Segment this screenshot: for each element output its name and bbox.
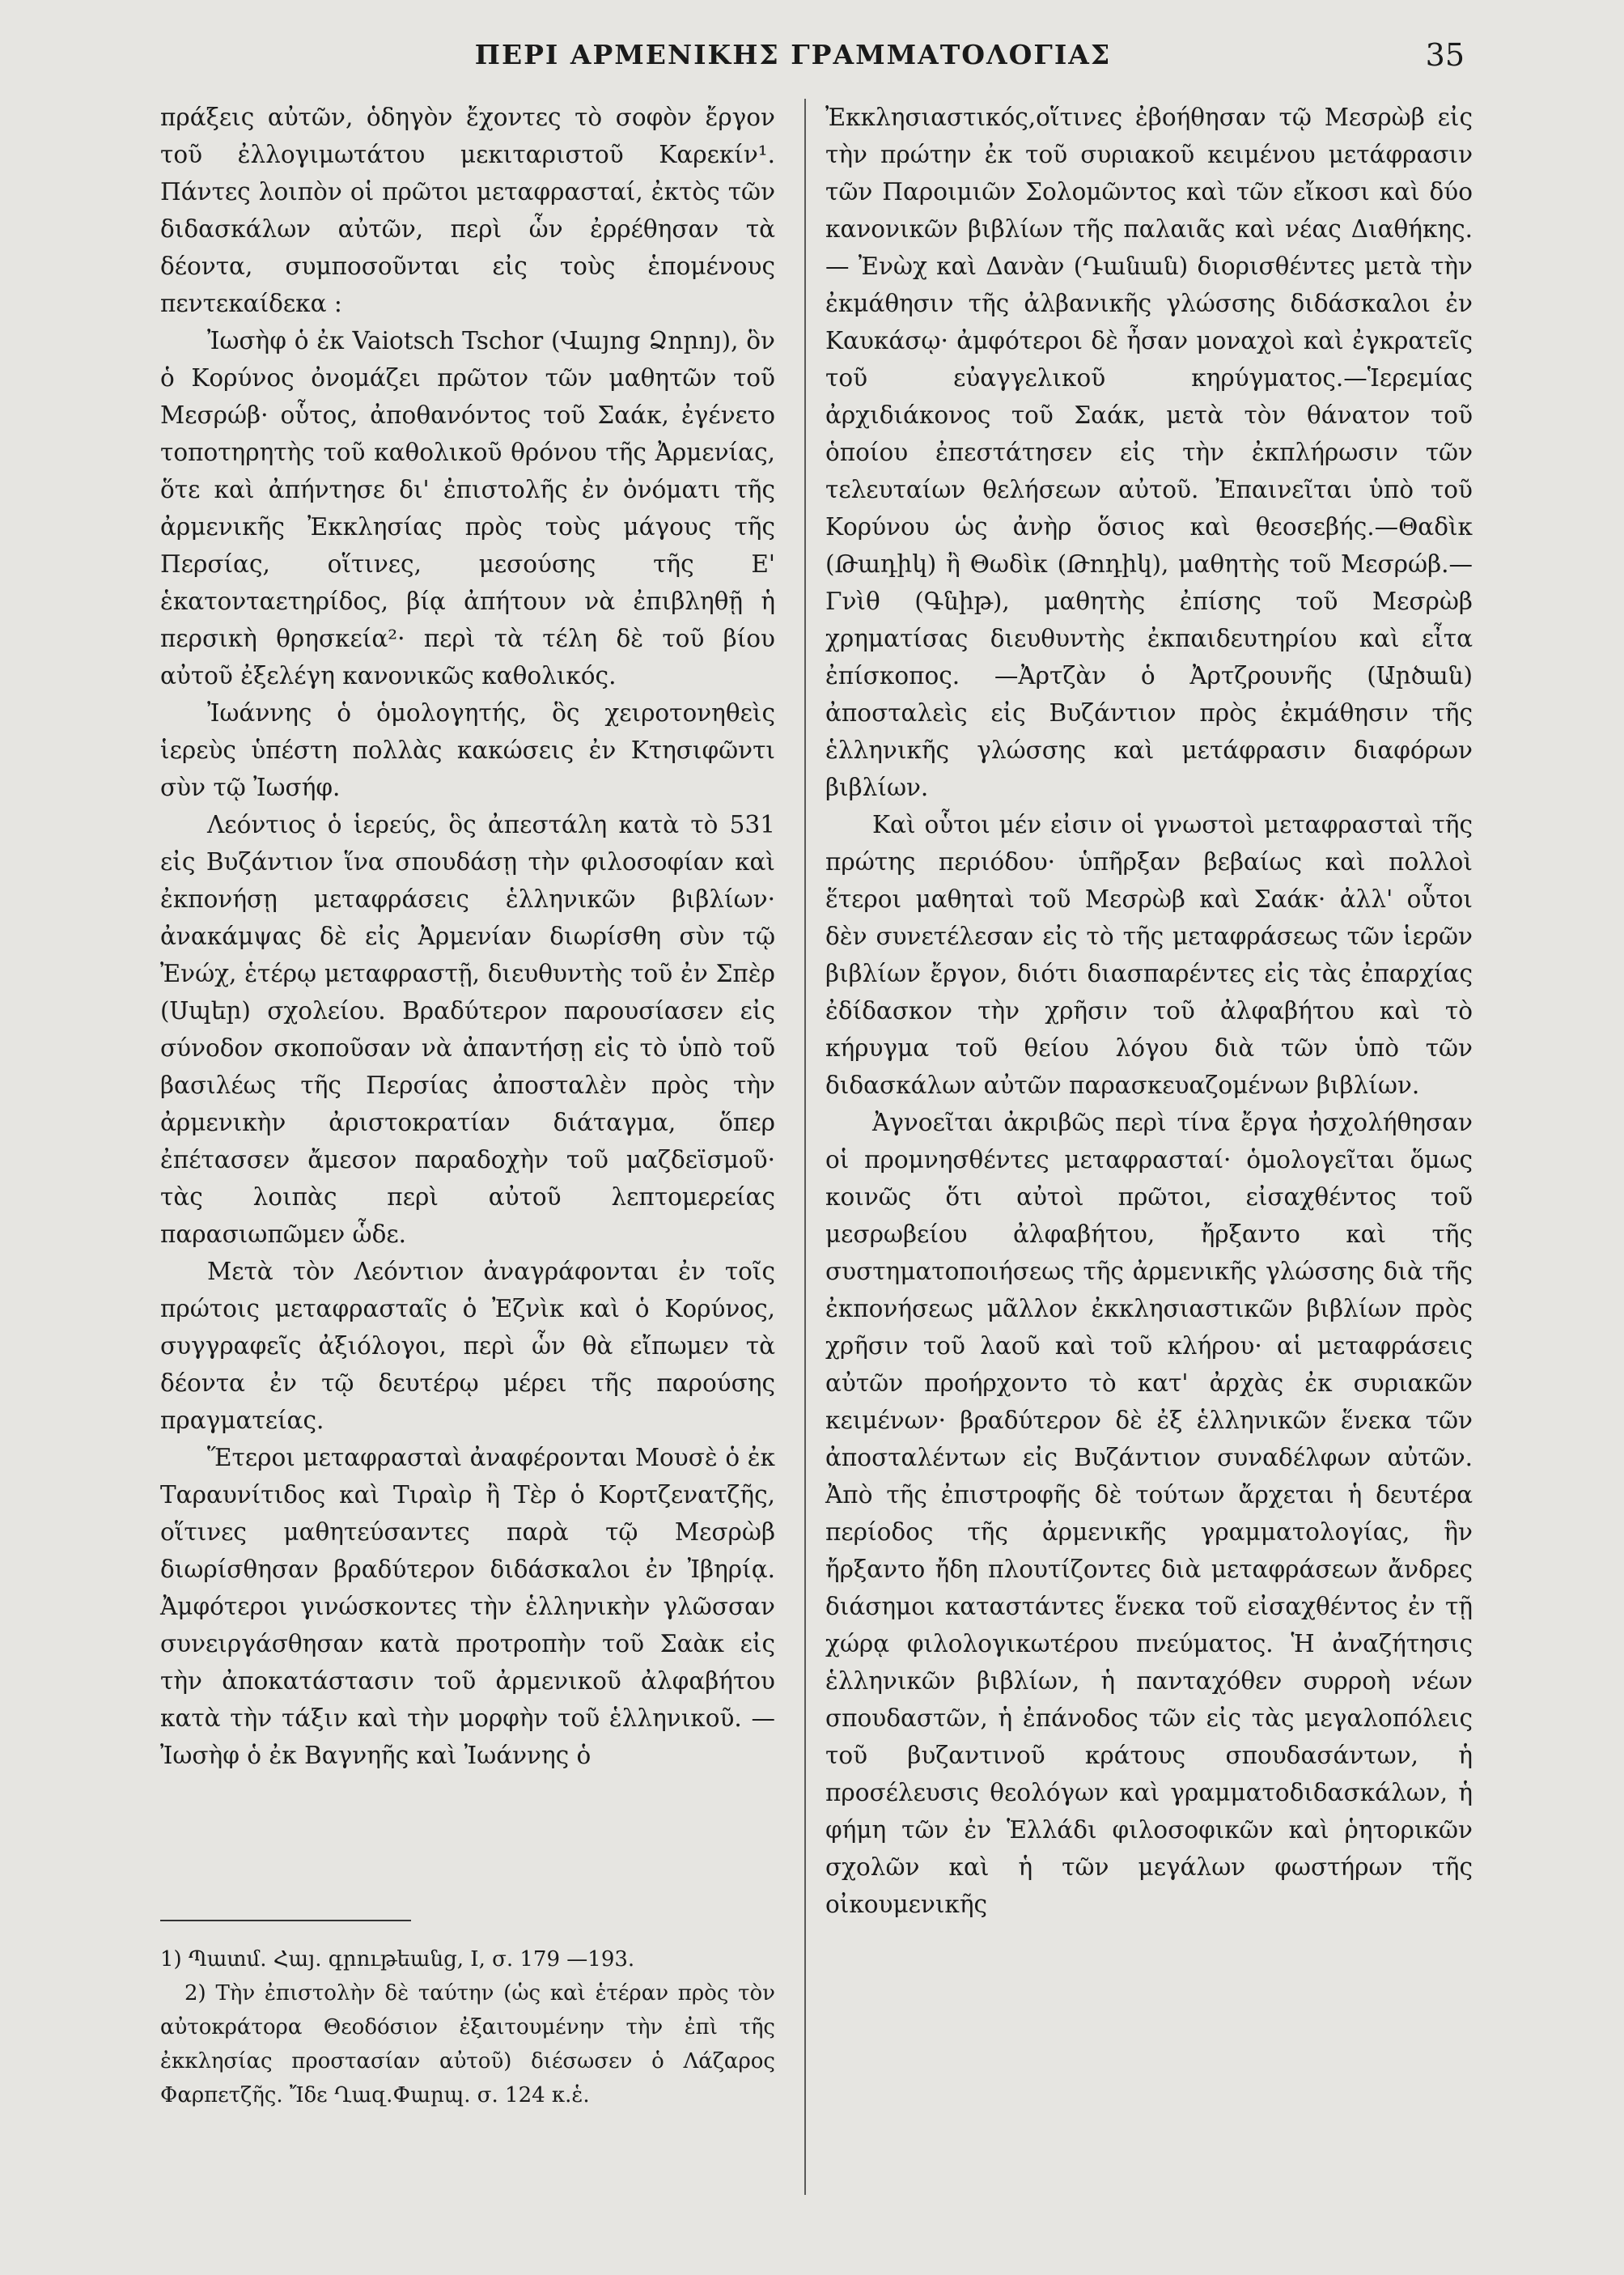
page-number: 35 xyxy=(1425,37,1465,73)
paragraph: Ἕτεροι μεταφρασταὶ ἀναφέρονται Μουσὲ ὁ ἐκ Ταραυνίτιδος καὶ Τιραὶρ ἢ Τὲρ ὁ Κορτζενατζῆς, οἵτινες μαθητεύσαντες παρὰ τῷ Μεσρὼβ διωρίσθησαν βραδύτερον διδάσκαλοι ἐν Ἰβηρίᾳ. Ἀμφότεροι γινώσκοντες τὴν ἑλληνικὴν γλῶσσαν συνειργάσθησαν κατὰ προτροπὴν τοῦ Σαὰκ εἰς τὴν ἀποκατάστασιν τοῦ ἀρμενικοῦ ἀλφαβήτου κατὰ τὴν τάξιν καὶ τὴν μορφὴν τοῦ ἑλληνικοῦ. — Ἰωσὴφ ὁ ἐκ Βαγνηῆς καὶ Ἰωάννης ὁ xyxy=(160,1444,775,1769)
footnote-divider xyxy=(160,1920,411,1921)
right-column xyxy=(825,99,1473,1923)
paragraph: πράξεις αὐτῶν, ὁδηγὸν ἔχοντες τὸ σοφὸν ἔργον τοῦ ἐλλογιμωτάτου μεκιταριστοῦ Καρεκίν¹. Πάντες λοιπὸν οἱ πρῶτοι μεταφρασταί, ἐκτὸς τῶν διδασκάλων αὐτῶν, περὶ ὧν ἐρρέθησαν τὰ δέοντα, συμποσοῦνται εἰς τοὺς ἑπομένους πεντεκαίδεκα : xyxy=(160,104,775,317)
paragraph: Καὶ οὗτοι μέν εἰσιν οἱ γνωστοὶ μεταφρασταὶ τῆς πρώτης περιόδου· ὑπῆρξαν βεβαίως καὶ πολλοὶ ἕτεροι μαθηταὶ τοῦ Μεσρὼβ καὶ Σαάκ· ἀλλ' οὗτοι δὲν συνετέλεσαν εἰς τὸ τῆς μεταφράσεως τῶν ἱερῶν βιβλίων ἔργον, διότι διασπαρέντες εἰς τὰς ἐπαρχίας ἐδίδασκον τὴν χρῆσιν τοῦ ἀλφαβήτου καὶ τὸ κήρυγμα τοῦ θείου λόγου διὰ τῶν ὑπὸ τῶν διδασκάλων αὐτῶν παρασκευαζομένων βιβλίων. xyxy=(825,811,1473,1099)
footnote: 2) Τὴν ἐπιστολὴν δὲ ταύτην (ὡς καὶ ἑτέραν πρὸς τὸν αὐτοκράτορα Θεοδόσιον ἐξαιτουμένην τὴν ἐπὶ τῆς ἐκκλησίας προστασίαν αὐτοῦ) διέσωσεν ὁ Λάζαρος Φαρπετζῆς. Ἴδε Ղազ.Փարպ. σ. 124 κ.ἑ. xyxy=(160,1981,775,2107)
page-header xyxy=(121,39,1465,87)
paragraph: Ἰωάννης ὁ ὁμολογητής, ὃς χειροτονηθεὶς ἱερεὺς ὑπέστη πολλὰς κακώσεις ἐν Κτησιφῶντι σὺν τῷ Ἰωσήφ. xyxy=(160,699,775,801)
paragraph: Ἀγνοεῖται ἀκριβῶς περὶ τίνα ἔργα ἠσχολήθησαν οἱ προμνησθέντες μεταφρασταί· ὁμολογεῖται ὅμως κοινῶς ὅτι αὐτοὶ πρῶτοι, εἰσαχθέντος τοῦ μεσρωβείου ἀλφαβήτου, ἤρξαντο καὶ τῆς συστηματοποιήσεως τῆς ἀρμενικῆς γλώσσης διὰ τῆς ἐκπονήσεως μᾶλλον ἐκκλησιαστικῶν βιβλίων πρὸς χρῆσιν τοῦ λαοῦ καὶ τοῦ κλήρου· αἱ μεταφράσεις αὐτῶν προήρχοντο τὸ κατ' ἀρχὰς ἐκ συριακῶν κειμένων· βραδύτερον δὲ ἐξ ἑλληνικῶν ἕνεκα τῶν ἀποσταλέντων εἰς Βυζάντιον συναδέλφων αὐτῶν. Ἀπὸ τῆς ἐπιστροφῆς δὲ τούτων ἄρχεται ἡ δευτέρα περίοδος τῆς ἀρμενικῆς γραμματολογίας, ἣν ἤρξαντο ἤδη πλουτίζοντες διὰ μεταφράσεων ἄνδρες διάσημοι καταστάντες ἕνεκα τοῦ εἰσαχθέντος ἐν τῇ χώρᾳ φιλολογικωτέρου πνεύματος. Ἡ ἀναζήτησις ἑλληνικῶν βιβλίων, ἡ πανταχόθεν συρροὴ νέων σπουδαστῶν, ἡ ἐπάνοδος τῶν εἰς τὰς μεγαλοπόλεις τοῦ βυζαντινοῦ κράτους σπουδασάντων, ἡ προσέλευσις θεολόγων καὶ γραμματοδιδασκάλων, ἡ φήμη τῶν ἐν Ἑλλάδι φιλοσοφικῶν καὶ ῥητορικῶν σχολῶν καὶ ἡ τῶν μεγάλων φωστήρων τῆς οἰκουμενικῆς xyxy=(825,1109,1473,1918)
paragraph: Λεόντιος ὁ ἱερεύς, ὃς ἀπεστάλη κατὰ τὸ 531 εἰς Βυζάντιον ἵνα σπουδάσῃ τὴν φιλοσοφίαν καὶ ἐκπονήσῃ μεταφράσεις ἑλληνικῶν βιβλίων· ἀνακάμψας δὲ εἰς Ἀρμενίαν διωρίσθη σὺν τῷ Ἐνώχ, ἑτέρῳ μεταφραστῇ, διευθυντὴς τοῦ ἐν Σπὲρ (Սպեր) σχολείου. Βραδύτερον παρουσίασεν εἰς σύνοδον σκοποῦσαν νὰ ἀπαντήσῃ εἰς τὸ ὑπὸ τοῦ βασιλέως τῆς Περσίας ἀποσταλὲν πρὸς τὴν ἀρμενικὴν ἀριστοκρατίαν διάταγμα, ὅπερ ἐπέτασσεν ἄμεσον παραδοχὴν τοῦ μαζδεϊσμοῦ· τὰς λοιπὰς περὶ αὐτοῦ λεπτομερείας παρασιωπῶμεν ὧδε. xyxy=(160,811,775,1248)
column-divider xyxy=(804,99,806,2195)
paragraph: Ἐκκλησιαστικός,οἵτινες ἐβοήθησαν τῷ Μεσρὼβ εἰς τὴν πρώτην ἐκ τοῦ συριακοῦ κειμένου μετάφρασιν τῶν Παροιμιῶν Σολομῶντος καὶ τῶν εἴκοσι καὶ δύο κανονικῶν βιβλίων τῆς παλαιᾶς καὶ νέας Διαθήκης. — Ἐνὼχ καὶ Δανὰν (Դանան) διορισθέντες μετὰ τὴν ἐκμάθησιν τῆς ἀλβανικῆς γλώσσης διδάσκαλοι ἐν Καυκάσῳ· ἀμφότεροι δὲ ἦσαν μοναχοὶ καὶ ἐγκρατεῖς τοῦ εὐαγγελικοῦ κηρύγματος.—Ἱερεμίας ἀρχιδιάκονος τοῦ Σαάκ, μετὰ τὸν θάνατον τοῦ ὁποίου ἐπεστάτησεν εἰς τὴν ἐκπλήρωσιν τῶν τελευταίων θελήσεων αὐτοῦ. Ἐπαινεῖται ὑπὸ τοῦ Κορύνου ὡς ἀνὴρ ὅσιος καὶ θεοσεβής.—Θαδὶκ (Թադիկ) ἢ Θωδὶκ (Թոդիկ), μαθητὴς τοῦ Μεσρώβ.—Γνὶθ (Գնիթ), μαθητὴς ἐπίσης τοῦ Μεσρὼβ χρηματίσας διευθυντὴς ἐκπαιδευτηρίου καὶ εἶτα ἐπίσκοπος. —Ἀρτζὰν ὁ Ἀρτζρουνῆς (Արծան) ἀποσταλεὶς εἰς Βυζάντιον πρὸς ἐκμάθησιν τῆς ἑλληνικῆς γλώσσης καὶ μετάφρασιν διαφόρων βιβλίων. xyxy=(825,104,1473,801)
footnotes xyxy=(160,1942,775,2112)
left-column xyxy=(160,99,775,1774)
paragraph: Ἰωσὴφ ὁ ἐκ Vaiotsch Tschor (Վայոց Ձորոյ), ὃν ὁ Κορύνος ὀνομάζει πρῶτον τῶν μαθητῶν τοῦ Μεσρώβ· οὗτος, ἀποθανόντος τοῦ Σαάκ, ἐγένετο τοποτηρητὴς τοῦ καθολικοῦ θρόνου τῆς Ἀρμενίας, ὅτε καὶ ἀπήντησε δι' ἐπιστολῆς ἐν ὀνόματι τῆς ἀρμενικῆς Ἐκκλησίας πρὸς τοὺς μάγους τῆς Περσίας, οἵτινες, μεσούσης τῆς Ε' ἑκατονταετηρίδος, βίᾳ ἀπήτουν νὰ ἐπιβληθῇ ἡ περσικὴ θρησκεία²· περὶ τὰ τέλη δὲ τοῦ βίου αὐτοῦ ἐξελέγη κανονικῶς καθολικός. xyxy=(160,327,775,690)
footnote: 1) Պատմ. Հայ. գրութեանց, I, σ. 179 —193. xyxy=(160,1947,635,1972)
paragraph: Μετὰ τὸν Λεόντιον ἀναγράφονται ἐν τοῖς πρώτοις μεταφρασταῖς ὁ Ἐζνὶκ καὶ ὁ Κορύνος, συγγραφεῖς ἀξιόλογοι, περὶ ὧν θὰ εἴπωμεν τὰ δέοντα ἐν τῷ δευτέρῳ μέρει τῆς παρούσης πραγματείας. xyxy=(160,1258,775,1434)
running-title: ΠΕΡΙ ΑΡΜΕΝΙΚΗΣ ΓΡΑΜΜΑΤΟΛΟΓΙΑΣ xyxy=(474,39,1112,70)
